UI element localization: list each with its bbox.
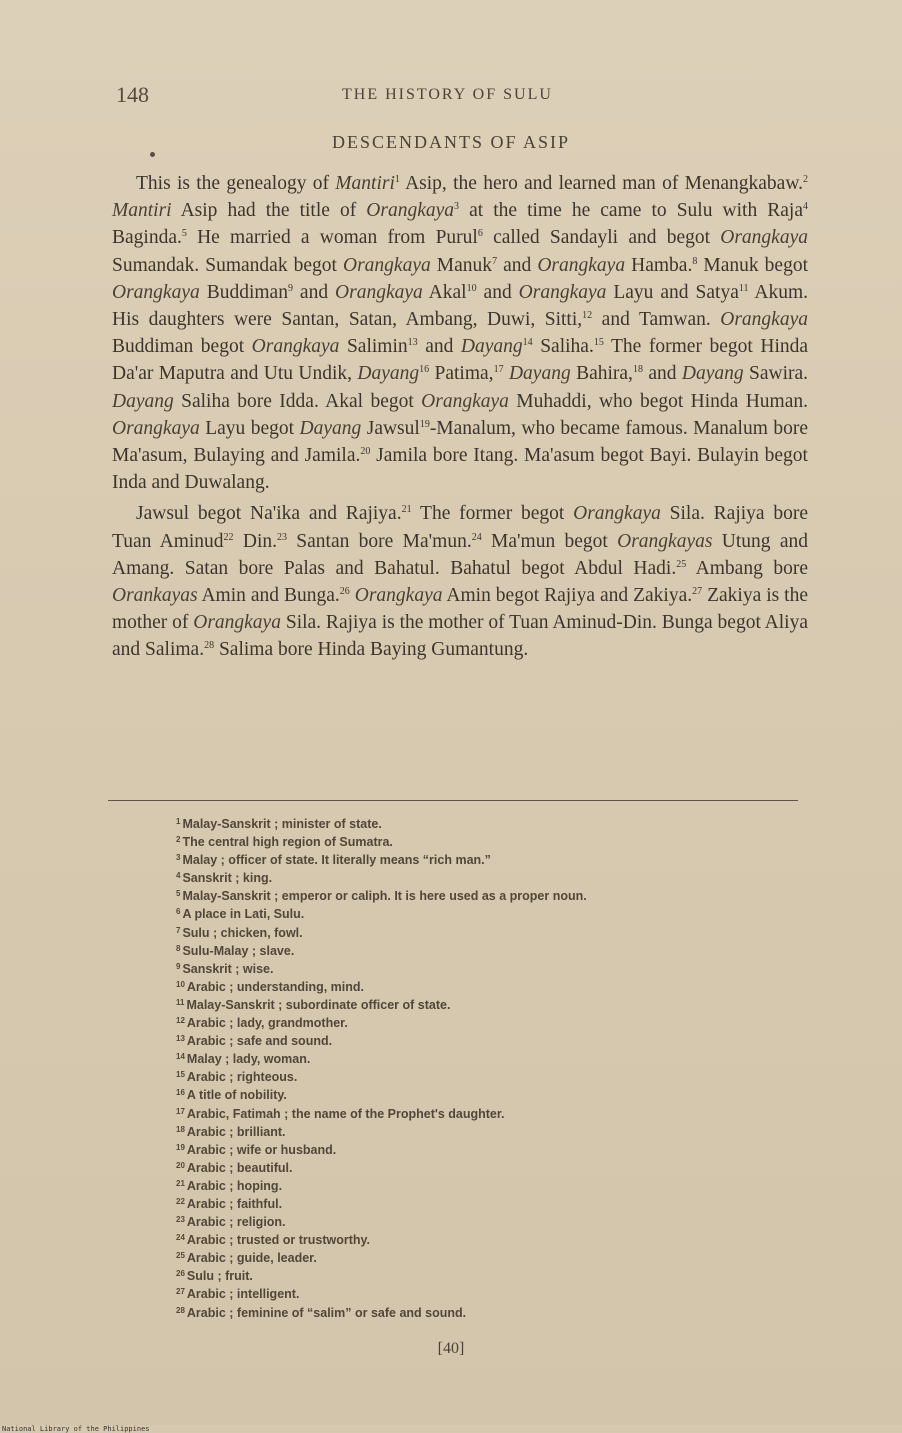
text-run: Zakiya is the mother of [112,585,808,634]
italic-term: Orankayas [112,585,198,607]
footnote-ref: 25 [676,558,687,570]
footnote-ref: 24 [471,531,482,543]
footnote [176,978,736,996]
text-run: The former begot Hinda Da'ar Maputra and Utu Undik, [112,336,809,385]
footnote-divider [108,800,798,801]
footnote-number: 28 [176,1305,185,1315]
footnote-text: The central high region of Sumatra. [182,835,393,850]
text-run: Ma'mun begot [481,530,618,552]
text-run: Sumandak. Sumandak begot [112,254,344,276]
italic-term: Orangkaya [537,254,626,276]
footnote [176,851,736,869]
italic-term: Orangkaya [518,281,607,303]
footnote [176,1231,736,1249]
text-run: Akal [422,281,467,303]
footnote-ref: 4 [803,201,808,213]
body-paragraph [112,170,808,496]
footnote [176,1304,736,1322]
text-run: Asip had the title of [171,200,367,222]
library-credit: National Library of the Philippines [2,1425,150,1433]
footnote-text: A title of nobility. [186,1088,287,1103]
text-run: Manuk begot [697,254,809,276]
footnote-ref: 5 [181,228,187,240]
text-run: Salimin [339,336,408,358]
text-run: Bahira, [570,363,633,385]
footnote [176,1050,736,1068]
text-run: and [417,336,461,358]
text-run: Baginda. [112,227,182,249]
footnote-text: Arabic ; righteous. [186,1070,298,1085]
text-run: Asip, the hero and learned man of Menangkabaw. [399,173,804,194]
footnote-number: 6 [176,907,181,917]
footnote-text: Sanskrit ; wise. [182,961,274,976]
footnote-text: Arabic ; intelligent. [186,1287,300,1302]
italic-term: Orangkaya [335,281,423,303]
page-header [0,82,902,112]
footnote-text: Arabic ; safe and sound. [186,1034,333,1049]
text-run: Utung and Amang. Satan bore Palas and Bahatul. Bahatul begot Abdul Hadi. [112,530,808,579]
text-run: Amin and Bunga. [197,585,340,607]
text-run: and [642,363,682,385]
text-run: Sila. Rajiya is the mother of Tuan Aminud-Din. Bunga begot Aliya and Salima. [112,612,808,661]
text-run: and Tamwan. [592,309,721,331]
footnote [176,869,736,887]
footnote-ref: 10 [466,282,477,294]
footnote-number: 10 [176,979,185,989]
footnote-text: Arabic, Fatimah ; the name of the Prophet's daughter. [186,1106,505,1121]
footnote-text: Sulu ; fruit. [186,1269,253,1284]
footnote-number: 4 [176,871,181,881]
text-run: and [497,254,538,276]
italic-term: Dayang [508,363,571,385]
page-number: 148 [116,82,149,107]
text-run: Akum. His daughters were Santan, Satan, Ambang, Duwi, Sitti, [112,281,808,331]
body-text [112,170,808,664]
italic-term: Orangkaya [251,336,340,358]
footnote-text: Arabic ; lady, grandmother. [186,1016,348,1031]
footnote-number: 9 [176,961,181,971]
footnote-text: Malay-Sanskrit ; subordinate officer of state. [186,997,451,1012]
footnote-number: 24 [176,1233,185,1243]
page-reference: [40] [437,1340,465,1357]
footnote-ref: 14 [522,337,533,349]
footnote [176,1159,736,1177]
italic-term: Mantiri [112,200,172,222]
footnote [176,1267,736,1285]
footnote-number: 1 [176,817,181,826]
footnote [176,1249,736,1267]
italic-term: Dayang [112,390,174,412]
footnote-text: Arabic ; brilliant. [186,1124,286,1139]
footnote-ref: 26 [339,586,350,598]
text-run: Salima bore Hinda Baying Gumantung. [214,639,529,661]
footnote-ref: 15 [593,337,604,349]
text-run: Manuk [430,254,493,276]
italic-term: Dayang [681,363,744,385]
footnote-number: 18 [176,1124,185,1134]
bullet-mark [150,152,155,157]
footnote [176,1285,736,1303]
footnote-ref: 7 [492,255,498,267]
footnote [176,996,736,1014]
footnote [176,815,736,833]
text-run: This is the genealogy of [136,173,336,194]
footnote-number: 23 [176,1215,185,1225]
footnote-ref: 21 [401,504,412,516]
footnote-number: 11 [176,997,185,1007]
text-run: Saliha bore Idda. Akal begot [173,390,422,412]
footnote [176,924,736,942]
footnote-number: 22 [176,1196,185,1206]
footnote-text: Malay-Sanskrit ; emperor or caliph. It is here used as a proper noun. [182,889,587,904]
footnote-number: 16 [176,1088,185,1098]
footnote-number: 21 [176,1178,185,1188]
italic-term: Orangkaya [366,200,455,222]
footnote-ref: 6 [477,228,483,240]
italic-term: Orangkaya [573,503,661,525]
footnote-number: 19 [176,1142,185,1152]
footnote [176,1032,736,1050]
text-run: He married a woman from Purul [186,227,478,249]
italic-term: Orangkaya [112,281,200,303]
text-run: Santan bore Ma'mun. [286,530,472,552]
text-run: Sawira. [743,363,809,385]
footnote-ref: 17 [493,364,504,376]
footnote [176,1213,736,1231]
italic-term: Orangkaya [720,227,808,249]
footnote [176,887,736,905]
text-run: -Manalum, who became famous. Manalum bore Ma'asum, Bulaying and Jamila. [112,417,808,467]
italic-term: Dayang [460,336,523,358]
footnote-text: Malay-Sanskrit ; minister of state. [182,817,382,831]
footnote-ref: 18 [632,364,643,376]
footnote-ref: 27 [692,586,703,598]
text-run: Hamba. [625,254,693,276]
footnote-ref: 23 [276,531,287,543]
footnote-text: Arabic ; hoping. [186,1178,283,1193]
text-run: Layu and Satya [606,281,739,303]
footnote-ref: 12 [582,310,593,322]
footnote [176,1086,736,1104]
text-run: Jawsul [361,417,420,439]
footnote-text: Arabic ; faithful. [186,1196,283,1211]
footnote-ref: 19 [419,418,430,430]
footnote-ref: 8 [692,255,698,267]
text-run: at the time he came to Sulu with Raja [459,200,803,222]
text-run: Ambang bore [686,557,808,579]
footnote-text: A place in Lati, Sulu. [182,907,305,922]
footnote-ref: 2 [803,174,809,185]
footnote [176,833,736,851]
footnote-ref: 3 [454,201,460,213]
footnote-number: 17 [176,1106,185,1116]
italic-term: Orangkaya [720,309,808,331]
footnote [176,905,736,923]
italic-term: Dayang [299,417,362,439]
footnote-text: Arabic ; guide, leader. [186,1251,317,1266]
footnote [176,1105,736,1123]
text-run: and [476,281,519,303]
footnote-text: Arabic ; understanding, mind. [186,979,364,994]
footnote [176,942,736,960]
text-run: Buddiman [199,281,288,303]
italic-term: Mantiri [335,173,395,194]
italic-term: Orangkaya [112,417,200,439]
footnote-number: 8 [176,943,181,953]
footnote-text: Sulu ; chicken, fowl. [182,925,303,940]
section-title: DESCENDANTS OF ASIP [331,132,571,152]
italic-term: Dayang [357,363,420,385]
footnote [176,1195,736,1213]
footnote-number: 2 [176,835,181,845]
footnote-ref: 11 [738,282,749,294]
text-run: Patima, [429,363,494,385]
footnote-text: Malay ; lady, woman. [186,1052,311,1067]
footnote-text: Arabic ; wife or husband. [186,1142,337,1157]
footnote [176,1141,736,1159]
footnote-text: Sulu-Malay ; slave. [182,943,295,958]
text-run: Muhaddi, who begot Hinda Human. [508,390,808,412]
footnote-number: 15 [176,1070,185,1080]
italic-term: Orangkaya [421,390,509,412]
footnote-ref: 9 [287,282,293,294]
text-run: called Sandayli and begot [482,227,721,249]
footnote-number: 27 [176,1287,185,1297]
footnote-list [176,815,736,1322]
footnote-text: Arabic ; beautiful. [186,1160,293,1175]
footnote-ref: 20 [360,446,371,458]
italic-term: Orangkayas [617,530,713,552]
text-run: Jamila bore Itang. Ma'asum begot Bayi. Bulayin begot Inda and Duwalang. [112,445,808,494]
footnote-number: 26 [176,1269,185,1279]
italic-term: Orangkaya [354,585,443,607]
footnote-text: Arabic ; religion. [186,1215,286,1230]
text-run: Buddiman begot [112,336,252,358]
footnote-number: 12 [176,1016,185,1026]
text-run: Din. [233,530,277,552]
text-run: Layu begot [199,417,300,439]
footnote-number: 3 [176,853,181,863]
footnote-ref: 1 [394,174,400,185]
footnote-ref: 16 [419,364,430,376]
footnote-ref: 13 [407,337,418,349]
text-run: The former begot [411,503,574,525]
text-run: Saliha. [532,336,594,358]
footnote [176,960,736,978]
footnote-number: 25 [176,1251,185,1261]
text-run: Amin begot Rajiya and Zakiya. [442,585,693,607]
footnote-text: Malay ; officer of state. It literally means “rich man.” [182,853,491,868]
footnote [176,1123,736,1141]
italic-term: Orangkaya [343,254,431,276]
footnote-number: 7 [176,925,181,935]
footnote-number: 13 [176,1034,185,1044]
footnote [176,1177,736,1195]
footnote-ref: 28 [204,640,215,652]
footnote-text: Arabic ; trusted or trustworthy. [186,1233,371,1248]
footnote-text: Arabic ; feminine of “salim” or safe and sound. [186,1305,467,1320]
footnote-number: 20 [176,1160,185,1170]
text-run: and [292,281,336,303]
body-paragraph [112,500,808,663]
footnote [176,1014,736,1032]
footnote-text: Sanskrit ; king. [182,871,273,886]
footnote-ref: 22 [223,531,234,543]
footnote [176,1068,736,1086]
footnote-number: 5 [176,889,181,899]
running-head: THE HISTORY OF SULU [342,86,553,103]
footnote-number: 14 [176,1052,185,1062]
text-run: Jawsul begot Na'ika and Rajiya. [136,503,402,525]
italic-term: Orangkaya [193,612,281,634]
text-run: Sila. Rajiya bore Tuan Aminud [112,503,809,552]
